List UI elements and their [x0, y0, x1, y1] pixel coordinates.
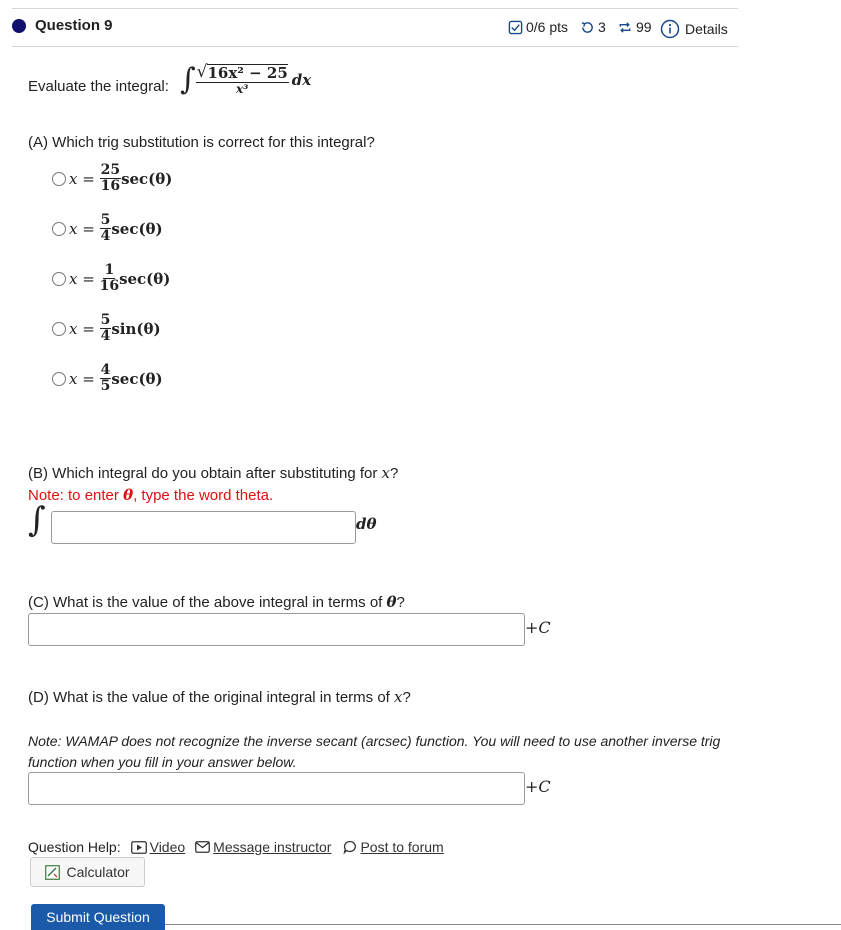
integrand-denominator: x³ [235, 81, 249, 96]
option-d[interactable]: x = $\frac{5}{4}$ sin(θ) [52, 313, 161, 345]
forum-label: Post to forum [360, 839, 444, 855]
mail-icon [195, 841, 210, 853]
option-num: 25 [100, 162, 121, 178]
points-text: 0/6 pts [526, 19, 569, 35]
partB-integral-sign: ∫ [28, 500, 46, 540]
option-fn: sin(θ) [111, 319, 161, 338]
partD-var: x [394, 688, 403, 706]
calculator-icon [45, 865, 60, 880]
option-den: 4 [100, 228, 111, 245]
retries-count: 3 [598, 19, 606, 35]
option-var: x [69, 219, 78, 238]
integrand-numerator: 16x² − 25 [207, 63, 288, 82]
partB-note-suffix: , type the word theta. [133, 487, 274, 504]
points-indicator [508, 19, 568, 35]
dtheta-label: dθ [356, 515, 377, 533]
radio-button[interactable] [52, 272, 66, 286]
video-link[interactable] [131, 839, 186, 855]
option-fn: sec(θ) [111, 219, 163, 238]
retry-icon [580, 20, 595, 35]
partD-question: (D) What is the value of the original integral in terms of x? [28, 688, 411, 706]
checkbox-icon [508, 20, 523, 35]
message-instructor-link[interactable] [195, 839, 331, 855]
option-fn: sec(θ) [119, 269, 171, 288]
prompt-intro: Evaluate the integral: [28, 78, 169, 95]
option-den: 4 [100, 328, 111, 345]
option-num: 1 [104, 262, 115, 278]
radio-button[interactable] [52, 322, 66, 336]
partD-answer-input[interactable] [28, 772, 525, 805]
question-title: Question 9 [35, 17, 113, 34]
option-den: 16 [100, 178, 121, 195]
header-divider [12, 46, 738, 47]
message-label: Message instructor [213, 839, 332, 855]
details-label: Details [685, 21, 728, 37]
partB-note [28, 486, 273, 504]
partB-question-text: (B) Which integral do you obtain after substituting for [28, 465, 378, 482]
partC-question-text: (C) What is the value of the above integral in terms of [28, 594, 383, 611]
submit-question-button[interactable]: Submit Question [31, 904, 165, 930]
partB-var: x [381, 464, 390, 482]
option-num: 4 [100, 362, 111, 378]
partB-question: (B) Which integral do you obtain after substituting for x? [28, 464, 399, 482]
attempts-count: 99 [636, 19, 652, 35]
calculator-button[interactable] [30, 857, 145, 887]
dx-label: dx [291, 70, 312, 89]
details-toggle[interactable] [660, 19, 728, 39]
post-forum-link[interactable] [343, 839, 443, 855]
repeat-icon [617, 20, 633, 35]
partB-note-prefix: Note: to enter [28, 487, 119, 504]
bottom-divider [165, 924, 841, 925]
integral-expression [180, 62, 311, 97]
top-divider [12, 8, 738, 9]
option-fn: sec(θ) [111, 369, 163, 388]
option-den: 5 [100, 378, 111, 395]
option-e[interactable]: x = $\frac{4}{5}$ sec(θ) [52, 363, 163, 395]
option-num: 5 [100, 312, 111, 328]
partD-plus-c: +C [525, 777, 551, 796]
option-c[interactable]: x = $\frac{1}{16}$ sec(θ) [52, 263, 170, 295]
question-help [28, 839, 444, 855]
help-label: Question Help: [28, 839, 121, 855]
retries-indicator [580, 19, 606, 35]
radio-button[interactable] [52, 172, 66, 186]
chat-bubble-icon [343, 840, 357, 854]
partC-answer-input[interactable] [28, 613, 525, 646]
partC-var: θ [386, 593, 397, 611]
radio-button[interactable] [52, 222, 66, 236]
option-var: x [69, 269, 78, 288]
option-b[interactable]: x = $\frac{5}{4}$ sec(θ) [52, 213, 163, 245]
partC-question: (C) What is the value of the above integral in terms of θ? [28, 593, 405, 611]
partB-answer-input[interactable] [51, 511, 356, 544]
option-var: x [69, 369, 78, 388]
question-status-dot [12, 19, 26, 33]
video-icon [131, 841, 147, 854]
partB-note-theta: θ [123, 486, 134, 504]
video-label: Video [149, 839, 186, 855]
partA-question: (A) Which trig substitution is correct for this integral? [28, 134, 375, 151]
option-var: x [69, 169, 78, 188]
partD-note: Note: WAMAP does not recognize the inverse secant (arcsec) function. You will need to use another inverse trig function when you fill in your answer below. [28, 733, 721, 770]
integral-sign: ∫ [180, 62, 196, 97]
info-icon [660, 19, 680, 39]
calculator-label: Calculator [66, 864, 130, 880]
partD-question-text: (D) What is the value of the original integral in terms of [28, 689, 390, 706]
option-fn: sec(θ) [121, 169, 173, 188]
option-a[interactable]: x = $\frac{25}{16}$ sec(θ) [52, 163, 172, 195]
option-var: x [69, 319, 78, 338]
radio-button[interactable] [52, 372, 66, 386]
attempts-indicator [617, 19, 652, 35]
option-den: 16 [99, 278, 120, 295]
option-num: 5 [100, 212, 111, 228]
partC-plus-c: +C [525, 618, 551, 637]
sqrt-sign: √ [196, 62, 208, 83]
